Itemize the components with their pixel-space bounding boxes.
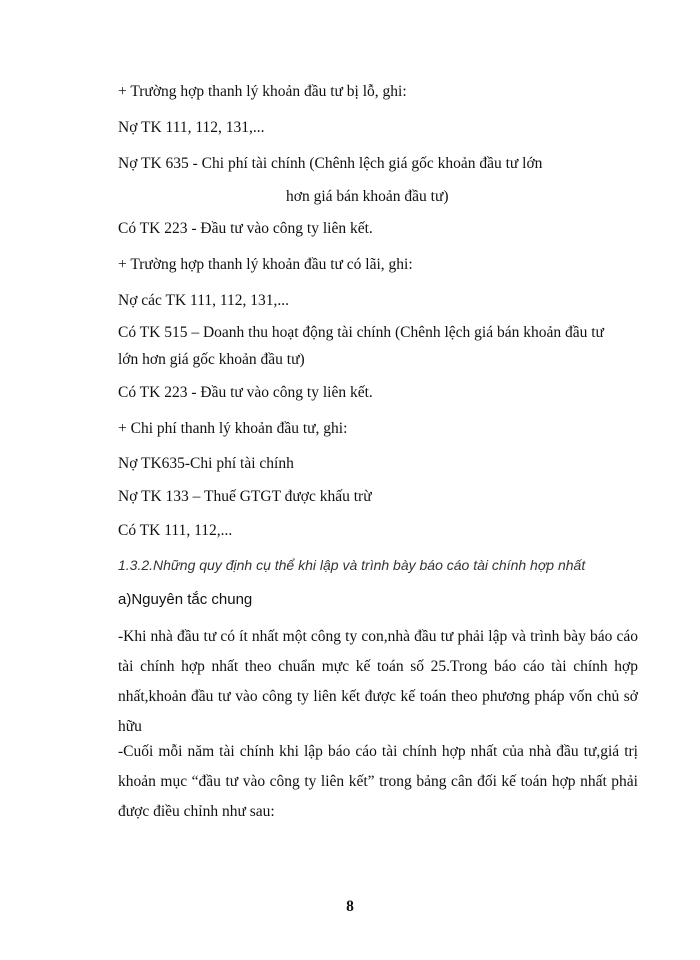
text-line: + Trường hợp thanh lý khoản đầu tư có lãi, ghi: (118, 256, 413, 273)
text-line: + Trường hợp thanh lý khoản đầu tư bị lỗ, ghi: (118, 83, 407, 100)
text-line: Có TK 223 - Đầu tư vào công ty liên kết. (118, 220, 373, 237)
text-line: Có TK 515 – Doanh thu hoạt động tài chính (Chênh lệch giá bán khoản đầu tư (118, 324, 604, 341)
text-line: Có TK 223 - Đầu tư vào công ty liên kết. (118, 384, 373, 401)
text-line: + Chi phí thanh lý khoản đầu tư, ghi: (118, 420, 348, 437)
subheading: a)Nguyên tắc chung (118, 591, 253, 608)
paragraph: -Cuối mỗi năm tài chính khi lập báo cáo tài chính hợp nhất của nhà đầu tư,giá trị khoản mục “đầu tư vào công ty liên kết” trong bảng cân đối kế toán hợp nhất phải được điều chỉnh như sau: (118, 743, 638, 820)
text-line: Nợ TK635-Chi phí tài chính (118, 455, 294, 472)
text-line: hơn giá bán khoản đầu tư) (286, 188, 449, 205)
section-heading: 1.3.2.Những quy định cụ thể khi lập và trình bày báo cáo tài chính hợp nhất (118, 557, 586, 573)
text-line: Nợ TK 133 – Thuế GTGT được khấu trừ (118, 488, 372, 505)
text-line: Nợ các TK 111, 112, 131,... (118, 292, 290, 309)
page-number: 8 (346, 898, 354, 915)
paragraph: -Khi nhà đầu tư có ít nhất một công ty con,nhà đầu tư phải lập và trình bày báo cáo tài chính hợp nhất theo chuẩn mực kế toán số 25.Trong báo cáo tài chính hợp nhất,khoản đầu tư vào công ty liên kết được kế toán theo phương pháp vốn chủ sở hữu (118, 628, 638, 735)
text-line: Nợ TK 635 - Chi phí tài chính (Chênh lệch giá gốc khoản đầu tư lớn (118, 155, 543, 172)
text-line: Nợ TK 111, 112, 131,... (118, 119, 265, 136)
text-line: lớn hơn giá gốc khoản đầu tư) (118, 351, 305, 368)
text-line: Có TK 111, 112,... (118, 522, 233, 539)
